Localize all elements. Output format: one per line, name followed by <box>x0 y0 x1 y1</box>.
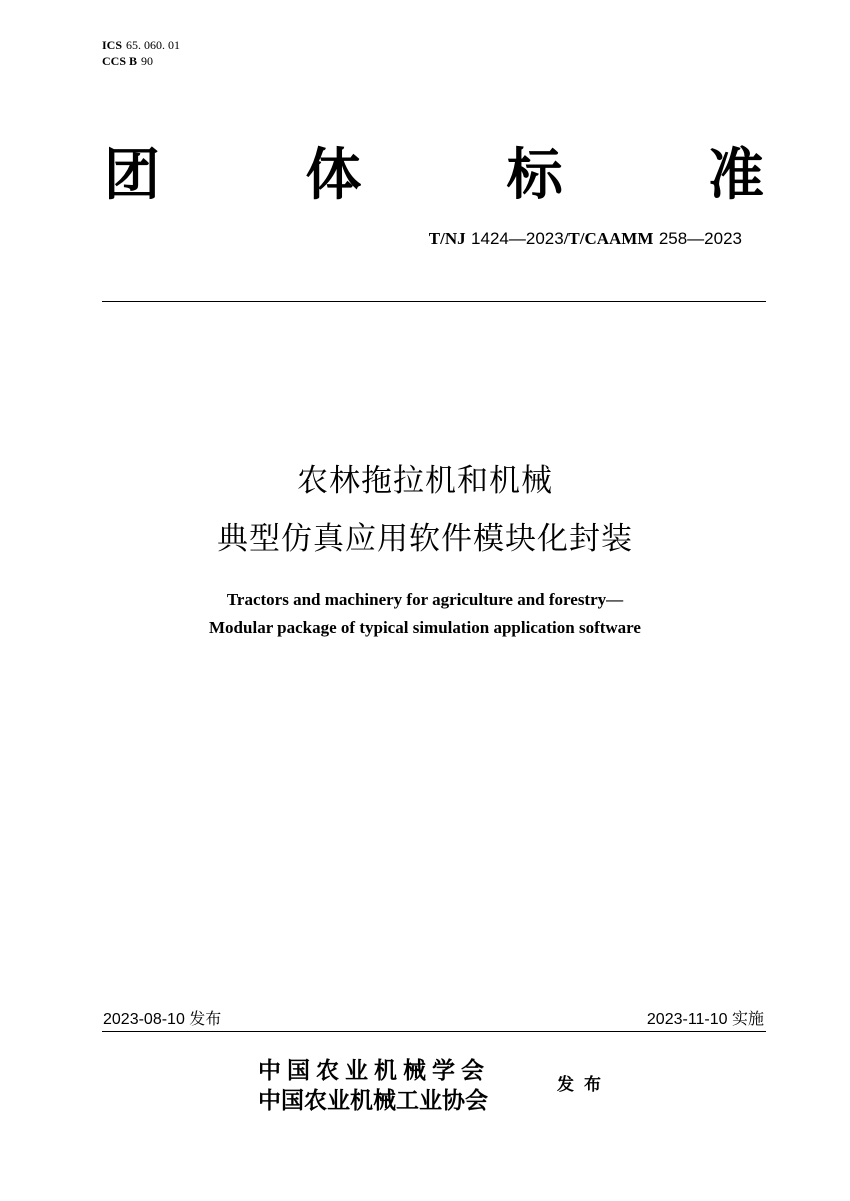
title-cn-line-2: 典型仿真应用软件模块化封装 <box>217 521 633 557</box>
ccs-code <box>102 54 153 68</box>
heading-char-3: 标 <box>506 143 563 208</box>
issue-date: 2023-08-10 发布 <box>103 1011 222 1028</box>
heading-char-2: 体 <box>305 143 362 208</box>
footer-divider <box>102 1031 766 1032</box>
heading-char-4: 准 <box>707 143 764 208</box>
heading-char-1: 团 <box>104 143 160 208</box>
title-en-line-2: Modular package of typical simulation application software <box>209 618 641 637</box>
title-en-line-1: Tractors and machinery for agriculture and forestry— <box>226 590 624 609</box>
ccs-value: 90 <box>141 54 154 68</box>
std-num-2: 258—2023 <box>658 229 742 248</box>
publisher-2: 中国农业机械工业协会 <box>258 1088 488 1114</box>
standard-number <box>429 228 742 250</box>
publisher-1: 中国农业机械学会 <box>258 1058 490 1084</box>
ics-value: 65. 060. 01 <box>126 38 181 52</box>
ics-code <box>102 38 180 52</box>
implementation-date: 2023-11-10 实施 <box>646 1011 764 1028</box>
header-divider <box>102 301 766 302</box>
ics-label: ICS <box>102 38 123 52</box>
ccs-label: CCS B <box>102 54 138 68</box>
std-prefix-2: /T/CAAMM <box>563 229 654 248</box>
std-num-1: 1424—2023 <box>471 229 564 248</box>
title-cn-line-1: 农林拖拉机和机械 <box>297 463 553 499</box>
publish-label: 发布 <box>557 1075 611 1095</box>
std-prefix-1: T/NJ <box>428 229 466 248</box>
standard-type-heading <box>104 140 764 212</box>
